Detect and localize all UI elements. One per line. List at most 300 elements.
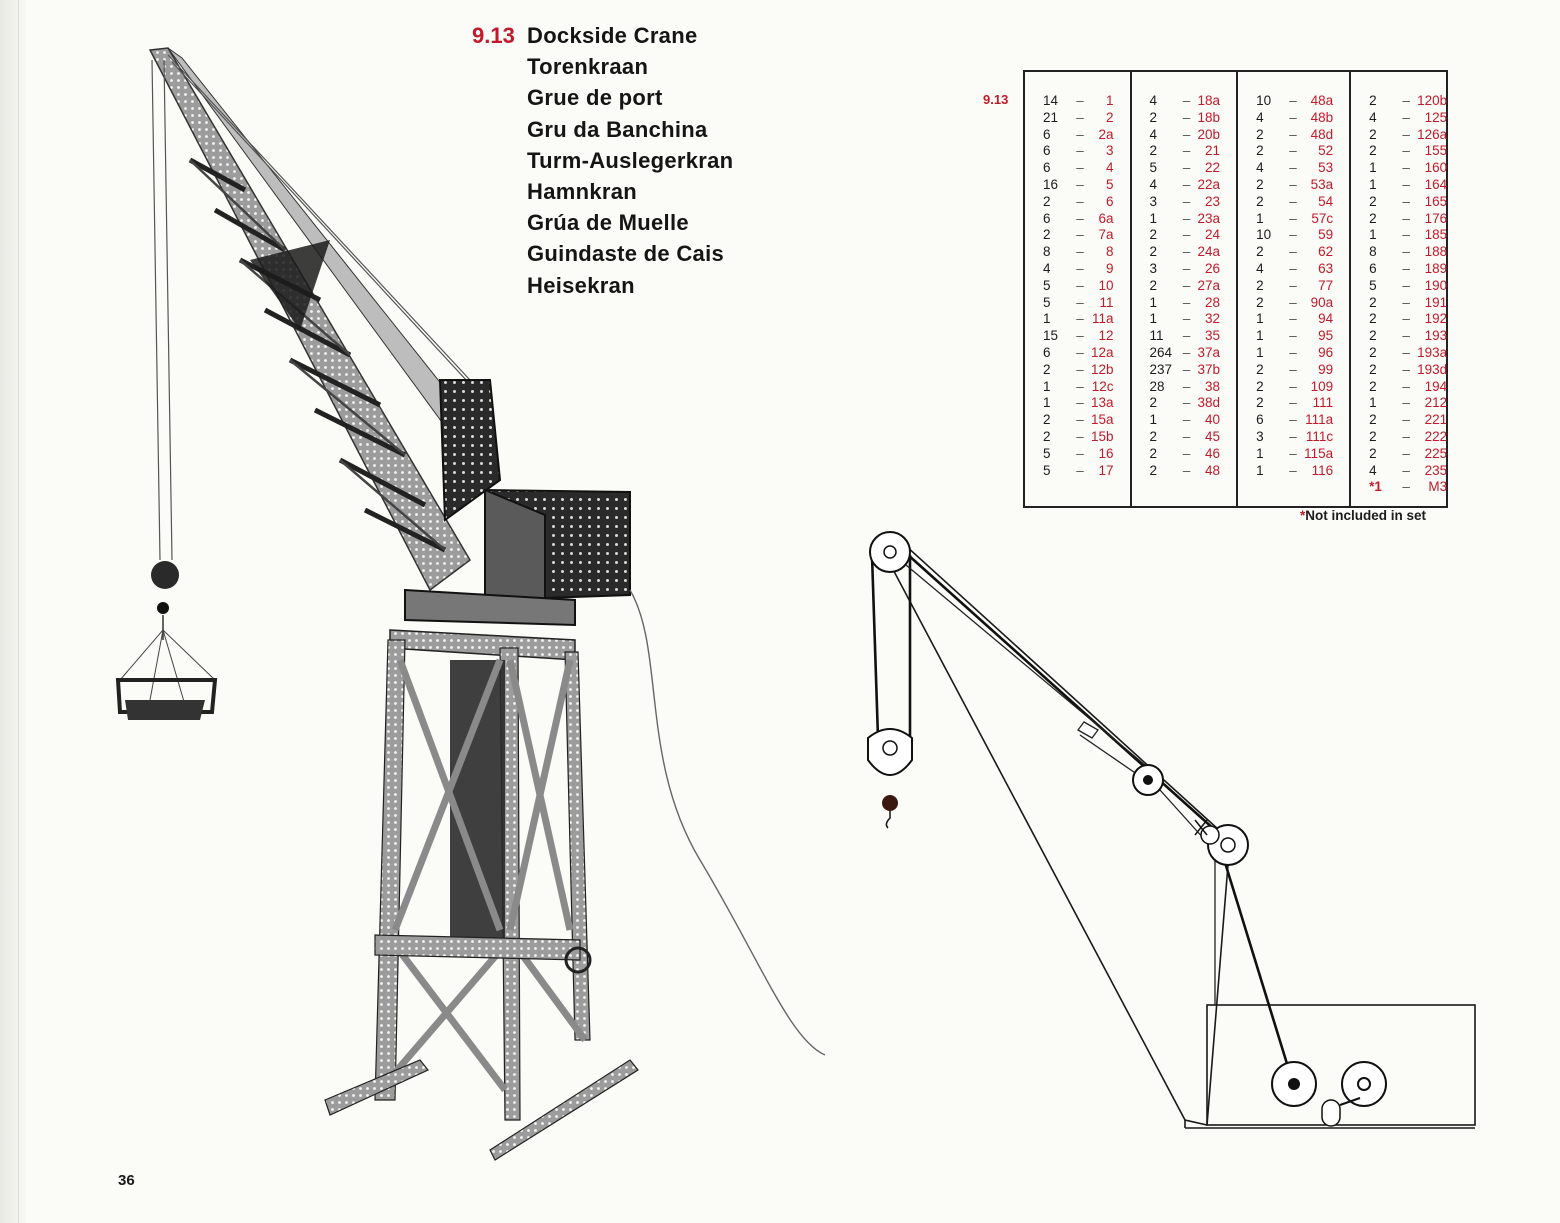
part-row (1132, 211, 1237, 228)
part-row (1025, 143, 1130, 160)
part-row (1351, 345, 1463, 362)
part-row (1025, 345, 1130, 362)
part-row (1025, 177, 1130, 194)
part-row (1025, 110, 1130, 127)
part-number: 20b (1197, 126, 1221, 142)
part-separator: – (1076, 294, 1084, 310)
part-number: 18a (1197, 93, 1221, 108)
model-name-spanish: Grúa de Muelle (527, 210, 689, 236)
part-row (1238, 429, 1349, 446)
part-row (1351, 143, 1463, 160)
part-row (1025, 127, 1130, 144)
part-number: 12 (1098, 328, 1114, 344)
part-separator: – (1182, 311, 1191, 327)
part-quantity: 8 (1043, 244, 1051, 260)
part-separator: – (1402, 143, 1410, 159)
part-separator: – (1076, 277, 1084, 293)
part-separator: – (1076, 126, 1084, 142)
model-name-swedish: Hamnkran (527, 179, 637, 205)
part-quantity: 1 (1043, 395, 1051, 411)
part-row (1132, 463, 1237, 480)
part-number: 235 (1424, 462, 1448, 478)
part-separator: – (1289, 277, 1297, 293)
part-separator: – (1289, 193, 1297, 209)
part-number: 62 (1318, 244, 1334, 260)
part-number: 15b (1091, 428, 1114, 444)
part-separator: – (1076, 143, 1084, 159)
part-separator: – (1289, 227, 1297, 243)
part-quantity: 2 (1369, 311, 1377, 327)
part-number: 194 (1424, 378, 1448, 394)
part-number: 193a (1417, 344, 1448, 360)
part-separator: – (1289, 294, 1297, 310)
part-quantity: 8 (1369, 244, 1377, 260)
part-row (1238, 311, 1349, 328)
part-row (1351, 429, 1463, 446)
crane-jib (150, 48, 470, 590)
part-quantity: 1 (1256, 328, 1264, 344)
part-number: 23 (1205, 193, 1221, 209)
part-quantity: 3 (1256, 428, 1264, 444)
part-quantity: 4 (1369, 109, 1377, 125)
part-number: 53a (1310, 176, 1334, 192)
part-quantity: 4 (1149, 176, 1158, 192)
part-number: 17 (1098, 462, 1114, 478)
part-separator: – (1076, 160, 1084, 176)
part-row (1132, 345, 1237, 362)
part-separator: – (1076, 227, 1084, 243)
part-separator: – (1076, 378, 1084, 394)
part-quantity: 6 (1043, 126, 1051, 142)
model-number: 9.13 (472, 23, 515, 48)
part-quantity: 6 (1043, 344, 1051, 360)
part-row (1351, 194, 1463, 211)
part-row (1238, 328, 1349, 345)
part-separator: – (1402, 395, 1410, 411)
part-quantity: 1 (1149, 412, 1158, 428)
part-quantity: 1 (1256, 210, 1264, 226)
part-quantity: 1 (1256, 462, 1264, 478)
part-quantity: 2 (1043, 193, 1051, 209)
part-number: 32 (1205, 311, 1221, 327)
part-quantity: 28 (1149, 378, 1165, 394)
part-quantity: 6 (1043, 210, 1051, 226)
part-number: 8 (1106, 244, 1114, 260)
part-row (1351, 463, 1463, 480)
part-row (1238, 278, 1349, 295)
part-quantity: 21 (1043, 109, 1059, 125)
part-number: 2a (1098, 126, 1114, 142)
part-row (1351, 177, 1463, 194)
diagram-base-housing (1207, 1005, 1475, 1125)
part-quantity: 2 (1149, 244, 1158, 260)
part-quantity: 2 (1149, 428, 1158, 444)
part-separator: – (1182, 445, 1191, 461)
part-separator: – (1402, 260, 1410, 276)
part-row (1132, 328, 1237, 345)
part-number: 45 (1205, 428, 1221, 444)
part-separator: – (1076, 109, 1084, 125)
part-number: 38d (1197, 395, 1221, 411)
part-separator: – (1076, 193, 1084, 209)
part-quantity: 2 (1369, 428, 1377, 444)
part-row (1025, 93, 1130, 110)
part-quantity: 2 (1369, 294, 1377, 310)
part-separator: – (1182, 176, 1191, 192)
parts-footnote (1300, 508, 1426, 523)
part-number: 21 (1205, 143, 1221, 159)
part-row (1238, 227, 1349, 244)
part-number: 126a (1417, 126, 1448, 142)
part-separator: – (1289, 93, 1297, 108)
part-separator: – (1289, 176, 1297, 192)
part-row (1132, 143, 1237, 160)
part-quantity: 6 (1256, 412, 1264, 428)
part-quantity: 2 (1369, 445, 1377, 461)
part-separator: – (1182, 412, 1191, 428)
part-separator: – (1402, 176, 1410, 192)
part-separator: – (1402, 244, 1410, 260)
part-quantity: 5 (1149, 160, 1158, 176)
part-quantity: 2 (1256, 378, 1264, 394)
part-row (1238, 177, 1349, 194)
part-quantity: 2 (1369, 361, 1377, 377)
part-quantity: 5 (1043, 445, 1051, 461)
power-lead (630, 590, 825, 1055)
part-quantity: 5 (1043, 277, 1051, 293)
part-separator: – (1182, 428, 1191, 444)
part-number: 9 (1106, 260, 1114, 276)
part-row (1132, 160, 1237, 177)
part-quantity: 4 (1369, 462, 1377, 478)
part-row (1025, 311, 1130, 328)
part-separator: – (1076, 344, 1084, 360)
part-separator: – (1182, 244, 1191, 260)
part-row (1025, 261, 1130, 278)
part-number: 190 (1424, 277, 1448, 293)
part-number: 96 (1318, 344, 1334, 360)
part-separator: – (1182, 260, 1191, 276)
part-quantity: 2 (1256, 143, 1264, 159)
part-number: 26 (1205, 260, 1221, 276)
part-number: 48d (1310, 126, 1334, 142)
part-number: 12c (1091, 378, 1114, 394)
part-row (1238, 127, 1349, 144)
part-quantity: 2 (1369, 210, 1377, 226)
part-number: 54 (1318, 193, 1334, 209)
part-number: 59 (1318, 227, 1334, 243)
part-quantity: 15 (1043, 328, 1059, 344)
part-row (1351, 362, 1463, 379)
part-row (1132, 110, 1237, 127)
part-separator: – (1182, 277, 1191, 293)
part-row (1351, 412, 1463, 429)
part-number: 189 (1424, 260, 1448, 276)
part-number: 6a (1098, 210, 1114, 226)
part-separator: – (1289, 344, 1297, 360)
part-quantity: 6 (1043, 160, 1051, 176)
part-row (1238, 412, 1349, 429)
part-row (1238, 446, 1349, 463)
part-quantity: 2 (1149, 227, 1158, 243)
part-row (1351, 110, 1463, 127)
part-number: 111a (1305, 412, 1334, 428)
part-separator: – (1289, 395, 1297, 411)
part-row (1132, 194, 1237, 211)
part-number: M3 (1428, 479, 1448, 495)
part-number: 24 (1205, 227, 1221, 243)
model-names (527, 20, 733, 301)
part-separator: – (1076, 311, 1084, 327)
part-quantity: 2 (1149, 277, 1158, 293)
part-row (1351, 211, 1463, 228)
part-quantity: 2 (1369, 344, 1377, 360)
diagram-winch-drums (1272, 1062, 1386, 1126)
part-quantity: 2 (1149, 462, 1158, 478)
part-number: 48a (1310, 93, 1334, 108)
parts-column (1238, 72, 1351, 506)
part-separator: – (1076, 412, 1084, 428)
part-number: 109 (1310, 378, 1334, 394)
part-number: 12b (1091, 361, 1114, 377)
part-row (1351, 479, 1463, 496)
part-separator: – (1402, 344, 1410, 360)
part-row (1132, 446, 1237, 463)
part-quantity: 2 (1369, 378, 1377, 394)
part-separator: – (1182, 462, 1191, 478)
parts-column (1025, 72, 1132, 506)
part-number: 222 (1424, 428, 1448, 444)
part-number: 22 (1205, 160, 1221, 176)
part-number: 94 (1318, 311, 1334, 327)
part-separator: – (1289, 412, 1297, 428)
part-quantity: 1 (1369, 160, 1377, 176)
part-row (1025, 362, 1130, 379)
part-separator: – (1182, 395, 1191, 411)
part-separator: – (1076, 462, 1084, 478)
part-quantity: 2 (1256, 126, 1264, 142)
part-separator: – (1182, 378, 1191, 394)
part-number: 155 (1424, 143, 1448, 159)
model-name-portuguese: Guindaste de Cais (527, 241, 725, 267)
part-separator: – (1182, 344, 1191, 360)
part-row (1025, 194, 1130, 211)
part-row (1238, 143, 1349, 160)
part-number: 185 (1424, 227, 1448, 243)
part-separator: – (1289, 244, 1297, 260)
part-row (1238, 211, 1349, 228)
part-number: 115a (1304, 445, 1334, 461)
part-quantity: 4 (1043, 260, 1051, 276)
part-separator: – (1076, 176, 1084, 192)
part-number: 95 (1318, 328, 1334, 344)
part-separator: – (1289, 109, 1297, 125)
part-quantity: 1 (1369, 227, 1377, 243)
part-row (1238, 160, 1349, 177)
part-separator: – (1402, 412, 1410, 428)
part-quantity: 10 (1256, 227, 1272, 243)
part-quantity: 1 (1256, 311, 1264, 327)
part-quantity: 11 (1149, 328, 1164, 344)
part-separator: – (1289, 462, 1297, 478)
part-row (1025, 446, 1130, 463)
part-row (1025, 379, 1130, 396)
page-number: 36 (118, 1172, 135, 1189)
part-row (1132, 93, 1237, 110)
part-number: 2 (1106, 109, 1114, 125)
part-row (1132, 395, 1237, 412)
part-separator: – (1182, 193, 1191, 209)
part-quantity: 2 (1043, 412, 1051, 428)
part-number: 13a (1091, 395, 1114, 411)
part-number: 4 (1106, 160, 1114, 176)
model-name-english: Dockside Crane (527, 23, 698, 48)
part-number: 46 (1205, 445, 1221, 461)
part-quantity: 2 (1149, 143, 1158, 159)
part-row (1351, 395, 1463, 412)
model-name-german: Turm-Auslegerkran (527, 147, 734, 173)
part-row (1025, 463, 1130, 480)
part-number: 48b (1310, 109, 1334, 125)
crane-tower (325, 630, 638, 1160)
part-row (1132, 278, 1237, 295)
part-separator: – (1402, 277, 1410, 293)
part-quantity: 1 (1149, 311, 1158, 327)
part-quantity: 2 (1256, 395, 1264, 411)
part-number: 160 (1424, 160, 1448, 176)
part-quantity: 2 (1043, 361, 1051, 377)
model-name-french: Grue de port (527, 85, 663, 111)
part-quantity: 1 (1256, 445, 1264, 461)
part-number: 18b (1197, 109, 1221, 125)
part-number: 63 (1318, 260, 1334, 276)
part-number: 28 (1205, 294, 1221, 310)
part-quantity: 2 (1149, 395, 1158, 411)
part-number: 191 (1424, 294, 1448, 310)
part-row (1132, 177, 1237, 194)
part-row (1351, 160, 1463, 177)
diagram-jib-pulley (1133, 765, 1163, 795)
part-row (1025, 395, 1130, 412)
part-row (1025, 429, 1130, 446)
part-row (1351, 244, 1463, 261)
part-row (1025, 278, 1130, 295)
part-quantity: 16 (1043, 176, 1059, 192)
part-separator: – (1289, 260, 1297, 276)
part-quantity: 2 (1369, 412, 1377, 428)
part-separator: – (1402, 193, 1410, 209)
part-separator: – (1076, 210, 1084, 226)
part-quantity: 2 (1043, 227, 1051, 243)
part-separator: – (1182, 126, 1191, 142)
part-separator: – (1289, 160, 1297, 176)
part-row (1132, 227, 1237, 244)
part-separator: – (1402, 311, 1410, 327)
part-number: 24a (1197, 244, 1221, 260)
part-separator: – (1289, 126, 1297, 142)
part-row (1238, 295, 1349, 312)
part-quantity: 4 (1149, 93, 1158, 108)
model-name-norwegian: Heisekran (527, 272, 635, 298)
part-number: 165 (1424, 193, 1448, 209)
part-quantity: 1 (1256, 344, 1264, 360)
part-quantity: 4 (1256, 109, 1264, 125)
part-row (1351, 93, 1463, 110)
part-quantity: 5 (1043, 462, 1051, 478)
part-row (1132, 311, 1237, 328)
part-separator: – (1402, 227, 1410, 243)
part-row (1132, 295, 1237, 312)
part-separator: – (1076, 445, 1084, 461)
part-separator: – (1402, 479, 1410, 495)
part-row (1351, 295, 1463, 312)
part-quantity: 14 (1043, 93, 1059, 108)
part-number: 35 (1205, 328, 1221, 344)
part-quantity: 4 (1256, 260, 1264, 276)
part-number: 125 (1424, 109, 1448, 125)
part-row (1132, 244, 1237, 261)
part-number: 53 (1318, 160, 1334, 176)
part-separator: – (1402, 160, 1410, 176)
part-number: 52 (1318, 143, 1334, 159)
part-separator: – (1182, 361, 1191, 377)
part-quantity: 1 (1043, 378, 1051, 394)
part-number: 10 (1098, 277, 1114, 293)
part-row (1351, 261, 1463, 278)
part-number: 16 (1098, 445, 1114, 461)
part-number: 37b (1197, 361, 1221, 377)
part-row (1238, 261, 1349, 278)
part-quantity: 264 (1149, 344, 1173, 360)
part-row (1238, 362, 1349, 379)
part-separator: – (1289, 328, 1297, 344)
part-quantity: 10 (1256, 93, 1272, 108)
part-separator: – (1289, 445, 1297, 461)
part-separator: – (1182, 160, 1191, 176)
footnote-star: * (1300, 508, 1306, 523)
part-quantity: 1 (1149, 210, 1158, 226)
part-quantity: 2 (1256, 244, 1264, 260)
part-number: 6 (1106, 193, 1114, 209)
part-row (1238, 244, 1349, 261)
part-number: 225 (1424, 445, 1448, 461)
part-row (1351, 379, 1463, 396)
part-row (1132, 429, 1237, 446)
part-separator: – (1289, 311, 1297, 327)
part-number: 99 (1318, 361, 1334, 377)
parts-list-label: 9.13 (983, 92, 1009, 107)
part-number: 57c (1311, 210, 1334, 226)
part-number: 3 (1106, 143, 1114, 159)
part-row (1351, 446, 1463, 463)
part-separator: – (1182, 210, 1191, 226)
part-number: 90a (1310, 294, 1334, 310)
part-number: 176 (1424, 210, 1448, 226)
part-number: 111c (1305, 428, 1334, 444)
part-row (1132, 379, 1237, 396)
part-number: 12a (1091, 344, 1114, 360)
part-separator: – (1289, 361, 1297, 377)
part-separator: – (1076, 244, 1084, 260)
part-quantity: 2 (1256, 361, 1264, 377)
part-number: 15a (1091, 412, 1114, 428)
part-number: 111 (1312, 395, 1334, 411)
part-separator: – (1402, 328, 1410, 344)
part-quantity: 1 (1149, 294, 1158, 310)
part-number: 116 (1311, 462, 1334, 478)
part-number: 48 (1205, 462, 1221, 478)
part-row (1351, 278, 1463, 295)
